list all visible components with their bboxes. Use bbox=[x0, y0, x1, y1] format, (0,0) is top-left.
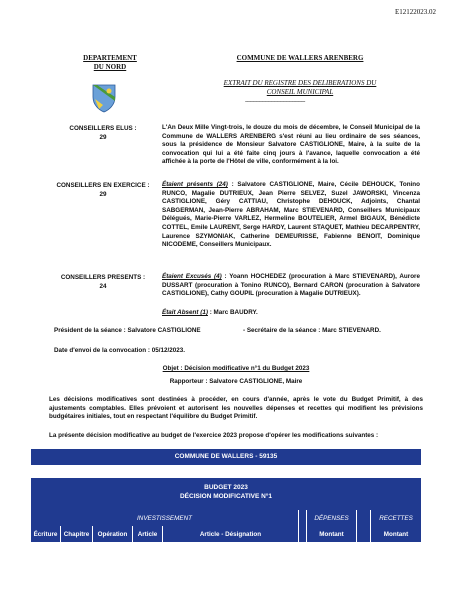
excuses-title: Étaient Excusés (4) bbox=[162, 273, 222, 280]
col-article-designation: Article - Désignation bbox=[163, 526, 299, 542]
exercice-label-text: CONSEILLERS EN EXERCICE : bbox=[56, 182, 150, 189]
budget-decision: DÉCISION MODIFICATIVE N°1 bbox=[179, 493, 273, 500]
coat-of-arms-icon bbox=[91, 83, 117, 113]
departement-heading bbox=[60, 54, 160, 72]
body-paragraph-1: Les décisions modificatives sont destinées à procéder, en cours d'année, après le vote du Budget Primitif, à des ajustements comptables. Elles prévoient et autorisent les nouvelles dépenses et recettes qui modifient les prévisions budgétaires initiales, tout en respectant l'équilibre du Budget Primitif. bbox=[49, 396, 423, 421]
absent-title: Était Absent (1) bbox=[162, 309, 208, 316]
recettes-header: RECETTES bbox=[379, 514, 413, 522]
absent-paragraph bbox=[162, 309, 420, 318]
conseillers-elus-label bbox=[48, 124, 158, 142]
presents-count: 24 bbox=[99, 283, 107, 290]
presents-list: : Salvatore CASTIGLIONE, Maire, Cécile DEHOUCK, Tonino RUNCO, Magalie DUTRIEUX, Jean Pierre SELVEZ, Suzel JAWORSKI, Vincenza CASTIGLIONE, Géry CATTIAU, Christophe DEHOUCK, Adjoints, Chantal SABGERMAN, Jean-Pierre ABRAHAM, Marc STIEVENARD, Conseillers Municipaux Délégués, Marie-Pierre VARLEZ, Hermeline BOUTELIER, Armel BIGAUX, Bénédicte COTTEL, Emile LAURENT, Serge HARDY, Laurent STAQUET, Mathieu DECARPENTRY, Laurence SZYMONIAK, Catherine DEMEURISSE, Fabienne BENOIT, Dominique NICODEME, Conseillers Municipaux. bbox=[162, 181, 420, 249]
document-reference: E12122023.02 bbox=[394, 8, 436, 16]
opening-paragraph: L'An Deux Mille Vingt-trois, le douze du mois de décembre, le Conseil Municipal de la Commune de WALLERS ARENBERG s'est réuni au lieu ordinaire de ses séances, sous la présidence de Monsieur Salvatore CASTIGLIONE, Maire, à la suite de la convocation qui lui a été faite cinq jours à l'avance, laquelle convocation a été affichée à la porte de l'Hôtel de ville, conformément à la loi. bbox=[162, 124, 420, 166]
col-chapitre: Chapitre bbox=[61, 526, 93, 542]
absent-list: : Marc BAUDRY. bbox=[209, 309, 258, 316]
presents-title: Étaient présents (24) bbox=[162, 181, 228, 188]
conseillers-presents-label bbox=[48, 273, 158, 291]
date-envoi: Date d'envoi de la convocation : 05/12/2023. bbox=[54, 347, 185, 354]
excuses-paragraph bbox=[162, 273, 420, 299]
conseillers-exercice-label bbox=[48, 181, 158, 199]
col-ecriture: Écriture bbox=[31, 526, 61, 542]
col-montant-recettes: Montant bbox=[383, 530, 409, 538]
rapporteur: Rapporteur : Salvatore CASTIGLIONE, Maire bbox=[169, 378, 303, 385]
excuses-list: : Yoann HOCHEDEZ (procuration à Marc STIEVENARD), Aurore DUSSART (procuration à Tonino RUNCO), Bernard CARON (procuration à Salvatore CASTIGLIONE), Cathy GOUPIL (procuration à Magalie DUTRIEUX). bbox=[162, 273, 421, 298]
elus-count: 29 bbox=[99, 134, 107, 141]
spacer-cell bbox=[357, 526, 371, 542]
table-budget-header bbox=[31, 478, 421, 510]
presents-paragraph bbox=[162, 181, 420, 250]
dept-line-1: DEPARTEMENT bbox=[83, 54, 137, 62]
secretaire-seance: - Secrétaire de la séance : Marc STIEVENARD. bbox=[243, 327, 381, 334]
extrait-line-1: EXTRAIT DU REGISTRE DES DELIBERATIONS DU bbox=[223, 79, 377, 87]
elus-label-text: CONSEILLERS ELUS : bbox=[69, 125, 137, 132]
depenses-header: DÉPENSES bbox=[307, 510, 357, 526]
body-paragraph-2: La présente décision modificative au budget de l'exercice 2023 propose d'opérer les modifications suivantes : bbox=[49, 432, 379, 439]
table-column-row bbox=[31, 526, 421, 542]
spacer-cell bbox=[357, 510, 371, 526]
exercice-count: 29 bbox=[99, 191, 107, 198]
extrait-line-2: CONSEIL MUNICIPAL bbox=[266, 88, 334, 96]
presents-label-text: CONSEILLERS PRESENTS : bbox=[60, 274, 146, 281]
commune-heading: COMMUNE DE WALLERS ARENBERG bbox=[236, 54, 364, 62]
dept-line-2: DU NORD bbox=[93, 63, 127, 71]
investissement-header: INVESTISSEMENT bbox=[31, 510, 299, 526]
budget-year: BUDGET 2023 bbox=[204, 484, 248, 491]
col-article: Article bbox=[133, 526, 163, 542]
table-section-row bbox=[31, 510, 421, 526]
col-operation: Opération bbox=[93, 526, 133, 542]
president-seance: Président de la séance : Salvatore CASTIGLIONE bbox=[54, 327, 201, 334]
spacer-cell bbox=[299, 510, 307, 526]
col-montant-depenses: Montant bbox=[307, 526, 357, 542]
extrait-heading bbox=[185, 79, 415, 97]
dotted-separator: ---------------------------------------- bbox=[245, 99, 305, 105]
table-commune-header: COMMUNE DE WALLERS - 59135 bbox=[31, 449, 421, 465]
objet-title: Objet : Décision modificative n°1 du Budget 2023 bbox=[162, 365, 310, 372]
spacer-cell bbox=[299, 526, 307, 542]
